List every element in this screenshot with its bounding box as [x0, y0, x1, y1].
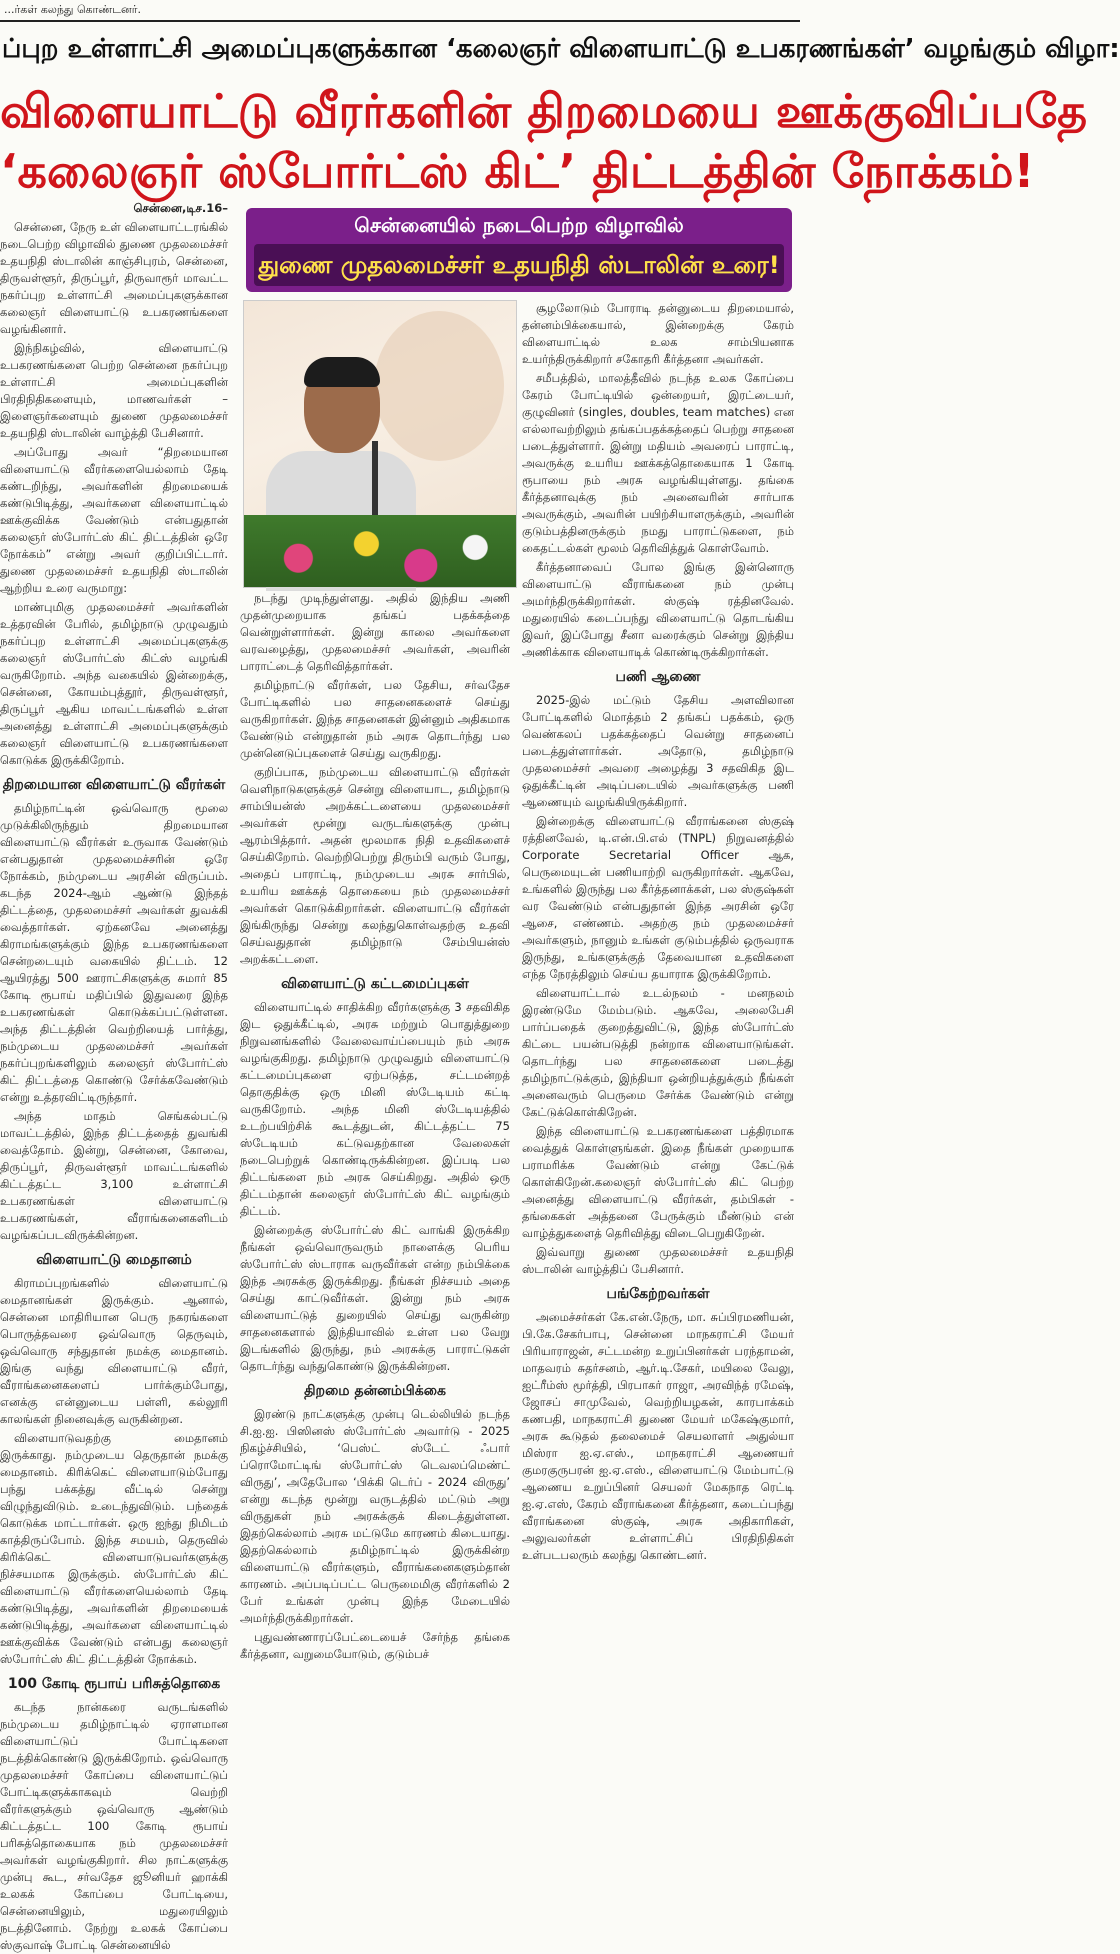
event-strapline: ப்புற உள்ளாட்சி அமைப்புகளுக்கான ‘கலைஞர் விளையாட்டு உபகரணங்கள்’ வழங்கும் விழா:: [2, 34, 1120, 64]
subheading: திறமையான விளையாட்டு வீரர்கள்: [2, 777, 226, 793]
paragraph: அந்த மாதம் செங்கல்பட்டு மாவட்டத்தில், இந்த திட்டத்தைத் துவங்கி வைத்தோம். இன்று, சென்னை, கோவை, திருப்பூர், திருவள்ளூர் மாவட்டங்களில் கிட்டத்தட்ட 3,100 உள்ளாட்சி உபகரணங்கள் விளையாட்டு உபகரணங்கள், வீராங்கனைகளிடம் வழங்கப்படவிருக்கின்றன.: [0, 1109, 228, 1242]
subheading: பங்கேற்றவர்கள்: [606, 1286, 710, 1302]
paragraph: 2025-இல் மட்டும் தேசிய அளவிலான போட்டிகளில் மொத்தம் 2 தங்கப் பதக்கம், ஒரு வெண்கலப் பதக்கத்தைப் வென்று சாதனைப் படைத்துள்ளார்கள். அதோடு, தமிழ்நாடு முதலமைச்சர் அவரை அழைத்து 3 சதவிகித இட ஒதுக்கீட்டின் அடிப்படையில் அவர்களுக்கு பணி ஆணையும் வழங்கியிருக்கிறார்.: [522, 693, 794, 809]
paragraph: தமிழ்நாட்டு வீரர்கள், பல தேசிய, சர்வதேச போட்டிகளில் பல சாதனைகளைச் செய்து வருகிறார்கள். இந்த சாதனைகள் இன்னும் அதிகமாக வேண்டும் என்றுதான் நம் அரசு தொடர்ந்து பல முன்னெடுப்புகளைச் செய்து வருகிறது.: [240, 678, 510, 760]
paragraph: இன்றைக்கு ஸ்போர்ட்ஸ் கிட் வாங்கி இருக்கிற நீங்கள் ஒவ்வொருவரும் நாளைக்கு பெரிய ஸ்போர்ட்ஸ் ஸ்டாராக வருவீர்கள் என்ற நம்பிக்கை இந்த அரசுக்கு இருக்கிறது. நீங்கள் நிச்சயம் அதை செய்து காட்டுவீர்கள். இன்று நம் அரசு விளையாட்டுத் துறையில் செய்து வருகின்ற சாதனைகளால் இந்தியாவில் உள்ள பல வேறு இடங்களில் இருந்து, நம் அரசுக்கு பாராட்டுகள் தொடர்ந்து வந்துகொண்டு இருக்கின்றன.: [240, 1223, 510, 1373]
speech-banner: [246, 208, 792, 292]
paragraph: இவ்வாறு துணை முதலமைச்சர் உதயநிதி ஸ்டாலின் வாழ்த்திப் பேசினார்.: [522, 1245, 794, 1276]
paragraph: இந்த விளையாட்டு உபகரணங்களை பத்திரமாக வைத்துக் கொள்ளுங்கள். இதை நீங்கள் முறையாக பராமரிக்க வேண்டும் என்று கேட்டுக் கொள்கிறேன்.கலைஞர் ஸ்போர்ட்ஸ் கிட் பெற்ற அனைத்து விளையாட்டு வீரர்கள், தம்பிகள் - தங்கைகள் அத்தனை பேருக்கும் மீண்டும் என் வாழ்த்துகளைத் தெரிவித்து விடைபெறுகிறேன்.: [522, 1124, 794, 1240]
column-1: [0, 200, 228, 1952]
paragraph: குறிப்பாக, நம்முடைய விளையாட்டு வீரர்கள் வெளிநாடுகளுக்குச் சென்று விளையாட, தமிழ்நாடு சாம்பியன்ஸ் அறக்கட்டளையை முதலமைச்சர் அவர்கள் மூன்று வருடங்களுக்கு முன்பு ஆரம்பித்தார். அதன் மூலமாக நிதி உதவிகளைச் செய்கிறோம். வெற்றிபெற்று திரும்பி வரும் போது, அதைப் பாராட்டி, நம்முடைய அரசு சார்பில், உயரிய ஊக்கத் தொகையை நம் முதலமைச்சர் அவர்கள் கொடுக்கிறார்கள். விளையாட்டு வீரர்கள் இங்கிருந்து சென்று கலந்துகொள்வதற்கு உதவி செய்வதுதான் தமிழ்நாடு சேம்பியன்ஸ் அறக்கட்டளை.: [240, 765, 510, 966]
subheading: விளையாட்டு கட்டமைப்புகள்: [281, 976, 469, 992]
column-2: [240, 590, 510, 1675]
microphone-icon: [372, 441, 378, 521]
paragraph: தமிழ்நாட்டின் ஒவ்வொரு மூலை முடுக்கிலிருந்தும் திறமையான விளையாட்டு வீரர்கள் உருவாக வேண்டும் என்பதுதான் முதலமைச்சரின் ஒரே நோக்கம், நம்முடைய அரசின் விருப்பம். கடந்த 2024-ஆம் ஆண்டு இந்தத் திட்டத்தை, முதலமைச்சர் அவர்கள் துவக்கி வைத்தார்கள். ஏற்கனவே அனைத்து கிராமங்களுக்கும் இந்த உபகரணங்களை சென்றடையும் வகையில் திட்டம். 12 ஆயிரத்து 500 ஊராட்சிகளுக்கு சுமார் 85 கோடி ரூபாய் மதிப்பில் இதுவரை இந்த உபகரணங்கள் கொடுக்கப்பட்டுள்ளன. அந்த திட்டத்தின் வெற்றியைத் பார்த்து, நம்முடைய முதலமைச்சர் அவர்கள் நகர்ப்புறங்களிலும் கலைஞர் ஸ்போர்ட்ஸ் கிட் திட்டத்தை கொண்டு சேர்க்கவேண்டும் என்று உத்தரவிட்டிருந்தார்.: [0, 801, 228, 1104]
banner-line-1: சென்னையில் நடைபெற்ற விழாவில்: [354, 213, 684, 237]
subheading: திறமை தன்னம்பிக்கை: [304, 1383, 446, 1399]
paragraph: புதுவண்ணாரப்பேட்டையைச் சேர்ந்த தங்கை கீர்த்தனா, வறுமையோடும், குடும்பச்: [240, 1630, 510, 1661]
paragraph: கிராமப்புறங்களில் விளையாட்டு மைதானங்கள் இருக்கும். ஆனால், சென்னை மாதிரியான பெரு நகரங்களை பொருத்தவரை ஒவ்வொரு தெருவும், ஒவ்வொரு சந்துதான் நமக்கு மைதானம். இங்கு வந்து விளையாட்டு வீரர், வீராங்கனைகளைப் பார்க்கும்போது, எனக்கு என்னுடைய பள்ளி, கல்லூரி காலங்கள் நினைவுக்கு வருகின்றன.: [0, 1276, 228, 1426]
subheading: விளையாட்டு மைதானம்: [36, 1252, 192, 1268]
paragraph: விளையாட்டால் உடல்நலம் - மனநலம் இரண்டுமே மேம்படும். ஆகவே, அலைபேசி பார்ப்பதைக் குறைத்துவிட்டு, இந்த ஸ்போர்ட்ஸ் கிட்டை பயன்படுத்தி நன்றாக விளையாடுங்கள். தொடர்ந்து பல சாதனைகளை படைத்து தமிழ்நாட்டுக்கும், இந்தியா ஒன்றியத்துக்கும் நீங்கள் அனைவரும் பெருமை சேர்க்க வேண்டும் என்று கேட்டுக்கொள்கிறேன்.: [522, 986, 794, 1119]
banner-line-2: துணை முதலமைச்சர் உதயநிதி ஸ்டாலின் உரை!: [254, 244, 784, 286]
paragraph: விளையாட்டில் சாதிக்கிற வீரர்களுக்கு 3 சதவிகித இட ஒதுக்கீட்டில், அரசு மற்றும் பொதுத்துறை நிறுவனங்களில் வேலைவாய்ப்பையும் நம் அரசு வழங்குகிறது. தமிழ்நாடு முழுவதும் விளையாட்டு கட்டமைப்புகளை ஏற்படுத்த, சட்டமன்றத் தொகுதிக்கு ஒரு மினி ஸ்டேடியம் கட்டி வருகிறோம். அந்த மினி ஸ்டேடியத்தில் உடற்பயிற்சிக் கூடத்துடன், கிட்டத்தட்ட 75 ஸ்டேடியம் கட்டுவதற்கான வேலைகள் நடைபெற்றுக் கொண்டிருக்கின்றன. இப்படி பல திட்டங்களை நம் அரசு செய்கிறது. அதில் ஒரு திட்டம்தான் கலைஞர் ஸ்போர்ட்ஸ் கிட் வழங்கும் திட்டம்.: [240, 1000, 510, 1218]
speaker-photo: [243, 300, 517, 588]
speaker-hair: [304, 357, 380, 387]
paragraph: நடந்து முடிந்துள்ளது. அதில் இந்திய அணி முதன்முறையாக தங்கப் பதக்கத்தை வென்றுள்ளார்கள். இன்று காலை அவர்களை வரவழைத்து, முதலமைச்சர் அவர்கள், அவரின் பாராட்டைத் தெரிவித்தார்கள்.: [240, 591, 510, 673]
column-3: [522, 300, 794, 1675]
paragraph: சூழலோடும் போராடி தன்னுடைய திறமையால், தன்னம்பிக்கையால், இன்றைக்கு கேரம் விளையாட்டில் உலக சாம்பியனாக உயர்ந்திருக்கிறார் சகோதரி கீர்த்தனா அவர்கள்.: [522, 301, 794, 366]
paragraph: அமைச்சர்கள் கே.என்.நேரு, மா. சுப்பிரமணியன், பி.கே.சேகர்பாபு, சென்னை மாநகராட்சி மேயர் பிரியாராஜன், சட்டமன்ற உறுப்பினர்கள் பரந்தாமன், மாதவரம் சுதர்சனம், ஆர்.டி.சேகர், மயிலை வேலு, ஐட்ரீம்ஸ் மூர்த்தி, பிரபாகர் ராஜா, அரவிந்த் ரமேஷ், ஜோசப் சாமுவேல், வெற்றியழகன், காரபாக்கம் கணபதி, மாநகராட்சி துணை மேயர் மகேஷ்குமார், அரசு கூடுதல் தலைமைச் செயலாளர் அதுல்யா மிஸ்ரா ஐ.ஏ.எஸ்., மாநகராட்சி ஆணையர் குமரகுருபரன் ஐ.ஏ.எஸ்., விளையாட்டு மேம்பாட்டு ஆணைய உறுப்பினர் செயலர் மேகநாத ரெட்டி ஐ.ஏ.எஸ், கேரம் வீராங்கனை கீர்த்தனா, கடைப்பந்து வீராங்கனை ஸ்குஷ், அரசு அதிகாரிகள், அலுவலர்கள் உள்ளாட்சிப் பிரதிநிதிகள் உள்படபலரும் கலந்து கொண்டனர்.: [522, 1310, 794, 1562]
flower-decoration: [244, 515, 516, 587]
subheading: பணி ஆணை: [615, 669, 701, 685]
paragraph: இன்றைக்கு விளையாட்டு வீராங்கனை ஸ்குஷ் ரத்தினவேல், டி.என்.பி.எல் (TNPL) நிறுவனத்தில் Corporate Secretarial Officer ஆக, பெருமையுடன் பணியாற்றி வருகிறார்கள். ஆகவே, உங்களில் இருந்து பல கீர்த்தனாக்கள், பல ஸ்குஷ்கள் வர வேண்டும் என்பதுதான் இந்த அரசின் ஒரே ஆசை, எண்ணம். அதற்கு நம் முதலமைச்சர் அவர்களும், நானும் உங்கள் குடும்பத்தில் ஒருவராக இருந்து, உங்களுக்குத் தேவையான உதவிகளை எந்த நேரத்திலும் செய்ய தயாராக இருக்கிறோம்.: [522, 814, 794, 981]
paragraph: இரண்டு நாட்களுக்கு முன்பு டெல்லியில் நடந்த சி.ஐ.ஐ. பிஸினஸ் ஸ்போர்ட்ஸ் அவார்டு - 2025 நிகழ்ச்சியில், ‘பெஸ்ட் ஸ்டேட் ஃபார் ப்ரொமோட்டிங் ஸ்போர்ட்ஸ் டெவலப்மெண்ட் விருது’, அதேபோல ‘பிக்கி டெர்ப் - 2024 விருது’ என்று கடந்த மூன்று வருடத்தில் மட்டும் அறு விருதுகள் நம் அரசுக்குக் கிடைத்துள்ளன. இதற்கெல்லாம் அரசு மட்டுமே காரணம் கிடையாது. இதற்கெல்லாம் தமிழ்நாட்டில் இருக்கின்ற விளையாட்டு வீரர்களும், வீராங்கனைகளும்தான் காரணம். அப்படிப்பட்ட பெருமைமிகு வீரர்களில் 2 பேர் உங்கள் முன்பு இந்த மேடையில் அமர்ந்திருக்கிறார்கள்.: [240, 1407, 510, 1625]
headline-line-1: விளையாட்டு வீரர்களின் திறமையை ஊக்குவிப்பதே: [0, 84, 1088, 138]
paragraph: கடந்த நான்கரை வருடங்களில் நம்முடைய தமிழ்நாட்டில் ஏராளமான விளையாட்டுப் போட்டிகளை நடத்திக்கொண்டு இருக்கிறோம். ஒவ்வொரு முதலமைச்சர் கோப்பை விளையாட்டுப் போட்டிகளுக்காகவும் வெற்றி வீரர்களுக்கும் ஒவ்வொரு ஆண்டும் கிட்டத்தட்ட 100 கோடி ரூபாய் பரிசுத்தொகையாக நம் முதலமைச்சர் அவர்கள் வழங்குகிறார். சில நாட்களுக்கு முன்பு கூட, சர்வதேச ஜூனியர் ஹாக்கி உலகக் கோப்பை போட்டியை, சென்னையிலும், மதுரையிலும் நடத்தினோம். நேற்று உலகக் கோப்பை ஸ்குவாஷ் போட்டி சென்னையில்: [0, 1700, 228, 1952]
paragraph: சென்னை, நேரு உள் விளையாட்டரங்கில் நடைபெற்ற விழாவில் துணை முதலமைச்சர் உதயநிதி ஸ்டாலின் காஞ்சிபுரம், சென்னை, திருவள்ளூர், திருப்பூர், திருவாரூர் மாவட்ட நகர்ப்புற உள்ளாட்சி அமைப்புகளுக்கான கலைஞர் விளையாட்டு உபகரணங்களை வழங்கினார்.: [0, 220, 228, 336]
paragraph: அப்போது அவர் “திறமையான விளையாட்டு வீரர்களையெல்லாம் தேடி கண்டறிந்து, அவர்களின் திறமையைக் கண்டுபிடித்து, அவர்களை விளையாட்டில் ஊக்குவிக்க வேண்டும் என்பதுதான் கலைஞர் ஸ்போர்ட்ஸ் கிட் திட்டத்தின் ஒரே நோக்கம்” என்று அவர் குறிப்பிட்டார். துணை முதலமைச்சர் உதயநிதி ஸ்டாலின் ஆற்றிய உரை வருமாறு:: [0, 445, 228, 595]
headline-line-2: ‘கலைஞர் ஸ்போர்ட்ஸ் கிட்’ திட்டத்தின் நோக்கம்!: [0, 144, 1035, 198]
dateline: சென்னை,டிச.16–: [133, 201, 228, 215]
paragraph: விளையாடுவதற்கு மைதானம் இருக்காது. நம்முடைய தெருதான் நமக்கு மைதானம். கிரிக்கெட் விளையாடும்போது பந்து பக்கத்து வீட்டில் சென்று விழுந்துவிடும். உடைந்துவிடும். பந்தைக் கொடுக்க மாட்டார்கள். ஒரு ஐந்து நிமிடம் காத்திருப்போம். இந்த சமயம், தெருவில் கிரிக்கெட் விளையாடுபவர்களுக்கு நிச்சயமாக இருக்கும். ஸ்போர்ட்ஸ் கிட் விளையாட்டு வீரர்களையெல்லாம் தேடி கண்டுபிடித்து, அவர்களின் திறமையைக் கண்டுபிடித்து, அவர்களை விளையாட்டில் ஊக்குவிக்க வேண்டும் என்பது கலைஞர் ஸ்போர்ட்ஸ் கிட் திட்டத்தின் நோக்கம்.: [0, 1431, 228, 1666]
previous-article-tail: ...ர்கள் கலந்து கொண்டனர்.: [0, 0, 800, 22]
backdrop-portrait: [374, 311, 504, 461]
paragraph: கீர்த்தனாவைப் போல இங்கு இன்னொரு விளையாட்டு வீராங்கனை நம் முன்பு அமர்ந்திருக்கிறார்கள். ஸ்குஷ் ரத்தினவேல். மதுரையில் கடைப்பந்து விளையாட்டு தொடங்கிய இவர், இப்போது சீனா வரைக்கும் சென்று இந்திய அணிக்காக விளையாடிக் கொண்டிருக்கிறார்கள்.: [522, 560, 794, 659]
paragraph: மாண்புமிகு முதலமைச்சர் அவர்களின் உத்தரவின் பேரில், தமிழ்நாடு முழுவதும் நகர்ப்புற உள்ளாட்சி அமைப்புகளுக்கு கலைஞர் ஸ்போர்ட்ஸ் கிட்ஸ் வழங்கி வருகிறோம். அந்த வகையில் இன்றைக்கு, சென்னை, கோயம்புத்தூர், திருவள்ளூர், திருப்பூர் ஆகிய மாவட்டங்களில் உள்ள அனைத்து உள்ளாட்சி அமைப்புகளுக்கும் கலைஞர் விளையாட்டு உபகரணங்களை கொடுக்க இருக்கிறோம்.: [0, 600, 228, 767]
paragraph: இந்நிகழ்வில், விளையாட்டு உபகரணங்களை பெற்ற சென்னை நகர்ப்புற உள்ளாட்சி அமைப்புகளின் பிரதிநிதிகளையும், மாணவர்கள் – இளைஞர்களையும் துணை முதலமைச்சர் உதயநிதி ஸ்டாலின் வாழ்த்தி பேசினார்.: [0, 341, 228, 440]
paragraph: சமீபத்தில், மாலத்தீவில் நடந்த உலக கோப்பை கேரம் போட்டியில் ஒன்றையர், இரட்டையர், குழுவினர் (singles, doubles, team matches) என எல்லாவற்றிலும் தங்கப்பதக்கத்தைப் பெற்று சாதனை படைத்துள்ளார். இன்று மதியம் அவரைப் பாராட்டி, அவருக்கு உயரிய ஊக்கத்தொகையாக 1 கோடி ரூபாயை நம் அரசு வழங்கியுள்ளது. தங்கை கீர்த்தனாவுக்கு நம் அனைவரின் சார்பாக அவருக்கும், அவரின் பயிற்சியாளருக்கும், அவரின் குடும்பத்தினருக்கும் நமது பாராட்டுகளை, நம் கைதட்டல்கள் மூலம் தெரிவித்துக் கொள்வோம்.: [522, 371, 794, 555]
subheading: 100 கோடி ரூபாய் பரிசுத்தொகை: [7, 1676, 221, 1692]
